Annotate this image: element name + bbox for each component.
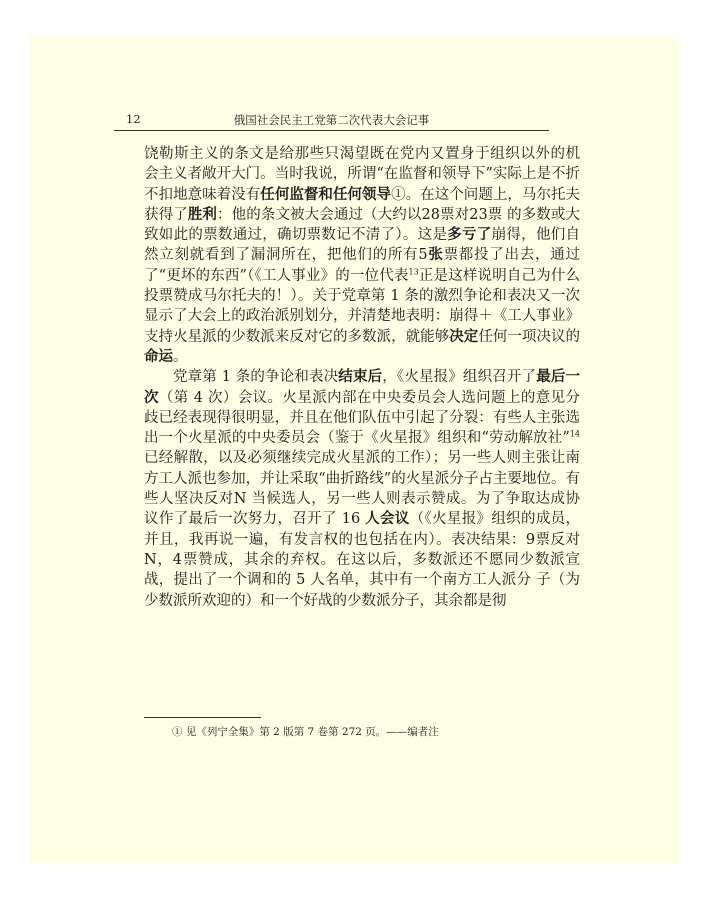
footnote-text: 见《列宁全集》第 2 版第 7 卷第 272 页。——编者注 <box>185 726 439 738</box>
running-title: 俄国社会民主工党第二次代表大会记事 <box>233 113 430 127</box>
emphasis: 决定 <box>449 328 479 345</box>
emphasis: 人会议 <box>365 511 410 528</box>
running-header <box>114 112 549 131</box>
emphasis: 胜利 <box>187 206 218 223</box>
body-text <box>144 144 580 714</box>
emphasis: 任何监督和任何领导 <box>260 186 392 203</box>
footnote-divider <box>144 717 261 718</box>
endnote-ref: 14 <box>569 429 580 439</box>
emphasis: 命运 <box>144 348 173 365</box>
paragraph-1: 饶勒斯主义的条文是给那些只渴望既在党内又置身于组织以外的机 会主义者敞开大门。当时我说，所谓“在监督和领导下”实际上是不折不扣地意味着没有任何监督和任何领导①。在这个问题上，马尔托夫获得了胜利：他的条文被大会通过（大约以28票对23票 的多数或大致如此的票数通过，确切票数记不清了）。这是多亏了崩得，他们自然立刻就看到了漏洞所在，把他们的所有5张票都投了出去，通过了“更坏的东西”（《工人事业》的一位代表$^{13}$正是这样说明自己为什么投票赞成马尔托夫的！）。关于党章第 1 条的激烈争论和表决又一次显示了大会上的政治派别划分，并清楚地表明：崩得＋《工人事业》支持火星派的少数派来反对它的多数派，就能够决定任何一项决议的命运。 <box>144 146 581 365</box>
paragraph-2: 党章第 1 条的争论和表决结束后，《火星报》组织召开了最后一次（第 4 次）会议。火星派内部在中央委员会人选问题上的意见分歧已经表现得很明显，并且在他们队伍中引起了分裂：有些人主张选出一个火星派的中央委员会（鉴于《火星报》组织和“劳动解放社”$^{14}$已经解散，以及必须继续完成火星派的工作）；另一些人则主张让南方工人派也参加，并让采取“曲折路线”的火星派分子占主要地位。有些人坚决反对N 当候选人，另一些人则表示赞成。为了争取达成协议作了最后一次努力，召开了 16 人会议（《火星报》组织的成员，并且，我再说一遍，有发言权的也包括在内）。表决结果：9票反对N，4票赞成，其余的弃权。在这以后，多数派还不愿同少数派宣战，提出了一个调和的 5 人名单，其中有一个南方工人派分 子（为少数派所欢迎的）和一个好战的少数派分子，其余都是彻 <box>144 369 581 609</box>
footnote <box>172 724 439 739</box>
emphasis: 多亏了 <box>447 227 492 244</box>
page-number: 12 <box>126 112 141 126</box>
footnote-marker: ① <box>172 726 183 738</box>
emphasis: 结束后 <box>338 369 383 386</box>
endnote-ref: 13 <box>408 267 419 277</box>
emphasis: 张 <box>427 247 444 264</box>
footnote-ref: ① <box>391 186 406 203</box>
emphasis: 最后一次 <box>144 369 581 406</box>
